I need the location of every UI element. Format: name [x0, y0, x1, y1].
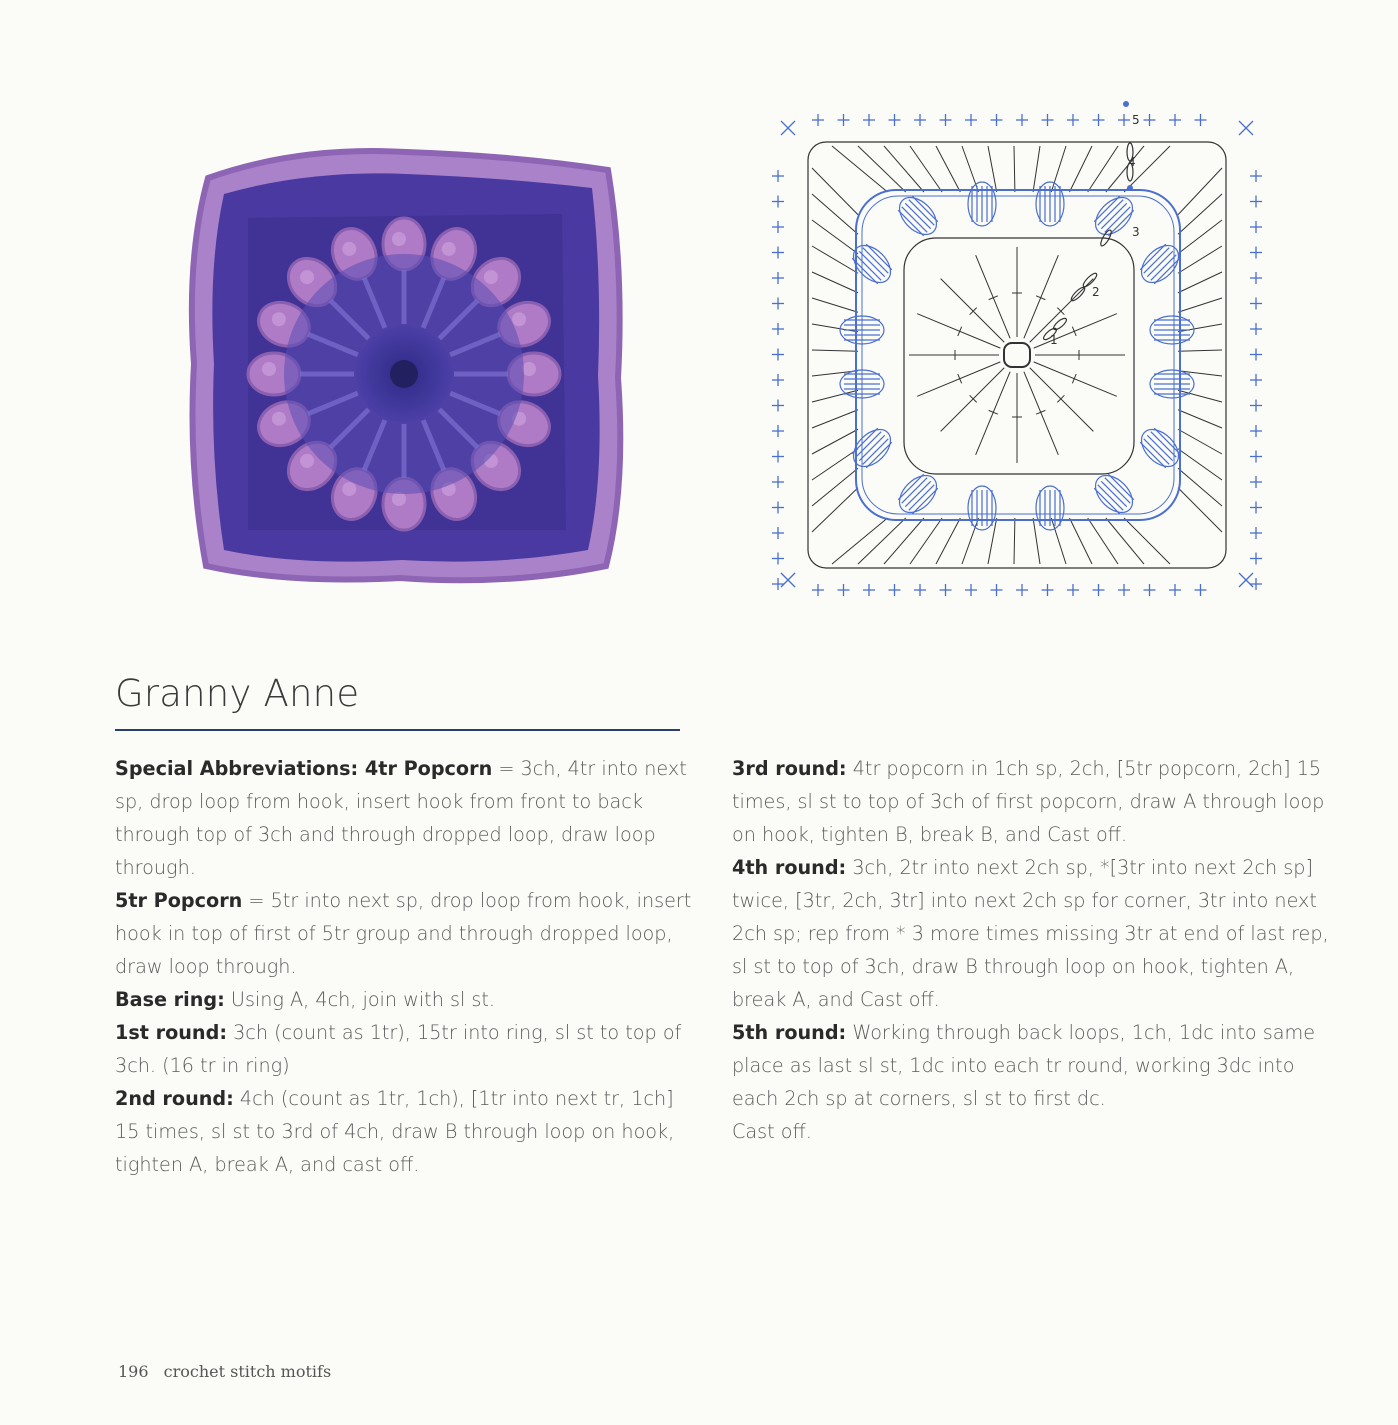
round-3-paragraph: 3rd round: 4tr popcorn in 1ch sp, 2ch, [5tr popcorn, 2ch] 15 times, sl st to top of 3ch of first popcorn, draw A through loop on hook, tighten B, break B, and Cast off.	[732, 757, 1325, 846]
cast-off-paragraph: Cast off.	[732, 1120, 812, 1143]
round-label-2: 2	[1092, 285, 1100, 299]
round-1-paragraph: 1st round: 3ch (count as 1tr), 15tr into ring, sl st to top of 3ch. (16 tr in ring)	[115, 1021, 682, 1077]
round-5-paragraph: 5th round: Working through back loops, 1ch, 1dc into same place as last sl st, 1dc into each tr round, working 3dc into each 2ch sp at corners, sl st to first dc.	[732, 1021, 1316, 1110]
base-ring-paragraph: Base ring: Using A, 4ch, join with sl st.	[115, 988, 495, 1011]
pattern-title: Granny Anne	[115, 672, 360, 715]
title-rule	[115, 729, 680, 731]
round-2-paragraph: 2nd round: 4ch (count as 1tr, 1ch), [1tr into next tr, 1ch] 15 times, sl st to 3rd of 4ch, draw B through loop on hook, tighten A, break A, and cast off.	[115, 1087, 675, 1176]
round-label-3: 3	[1132, 225, 1140, 239]
crochet-chart-diagram	[760, 98, 1270, 608]
round-label-5: 5	[1132, 113, 1140, 127]
round-label-4: 4	[1128, 155, 1136, 169]
special-abbreviations-paragraph: Special Abbreviations: 4tr Popcorn = 3ch, 4tr into next sp, drop loop from hook, insert hook from front to back through top of 3ch and through dropped loop, draw loop through.	[115, 757, 687, 879]
section-name: crochet stitch motifs	[163, 1362, 332, 1381]
page-footer	[118, 1362, 331, 1381]
crochet-square-photo	[178, 138, 630, 590]
5tr-popcorn-paragraph: 5tr Popcorn = 5tr into next sp, drop loop from hook, insert hook in top of first of 5tr group and through dropped loop, draw loop through.	[115, 889, 692, 978]
round-label-1: 1	[1050, 333, 1058, 347]
instructions-left-column	[115, 752, 695, 1181]
instructions-right-column	[732, 752, 1332, 1148]
round-4-paragraph: 4th round: 3ch, 2tr into next 2ch sp, *[3tr into next 2ch sp] twice, [3tr, 2ch, 3tr] into next 2ch sp for corner, 3tr into next 2ch sp; rep from * 3 more times missing 3tr at end of last rep, sl st to top of 3ch, draw B through loop on hook, tighten A, break A, and Cast off.	[732, 856, 1329, 1011]
page-number: 196	[118, 1362, 149, 1381]
